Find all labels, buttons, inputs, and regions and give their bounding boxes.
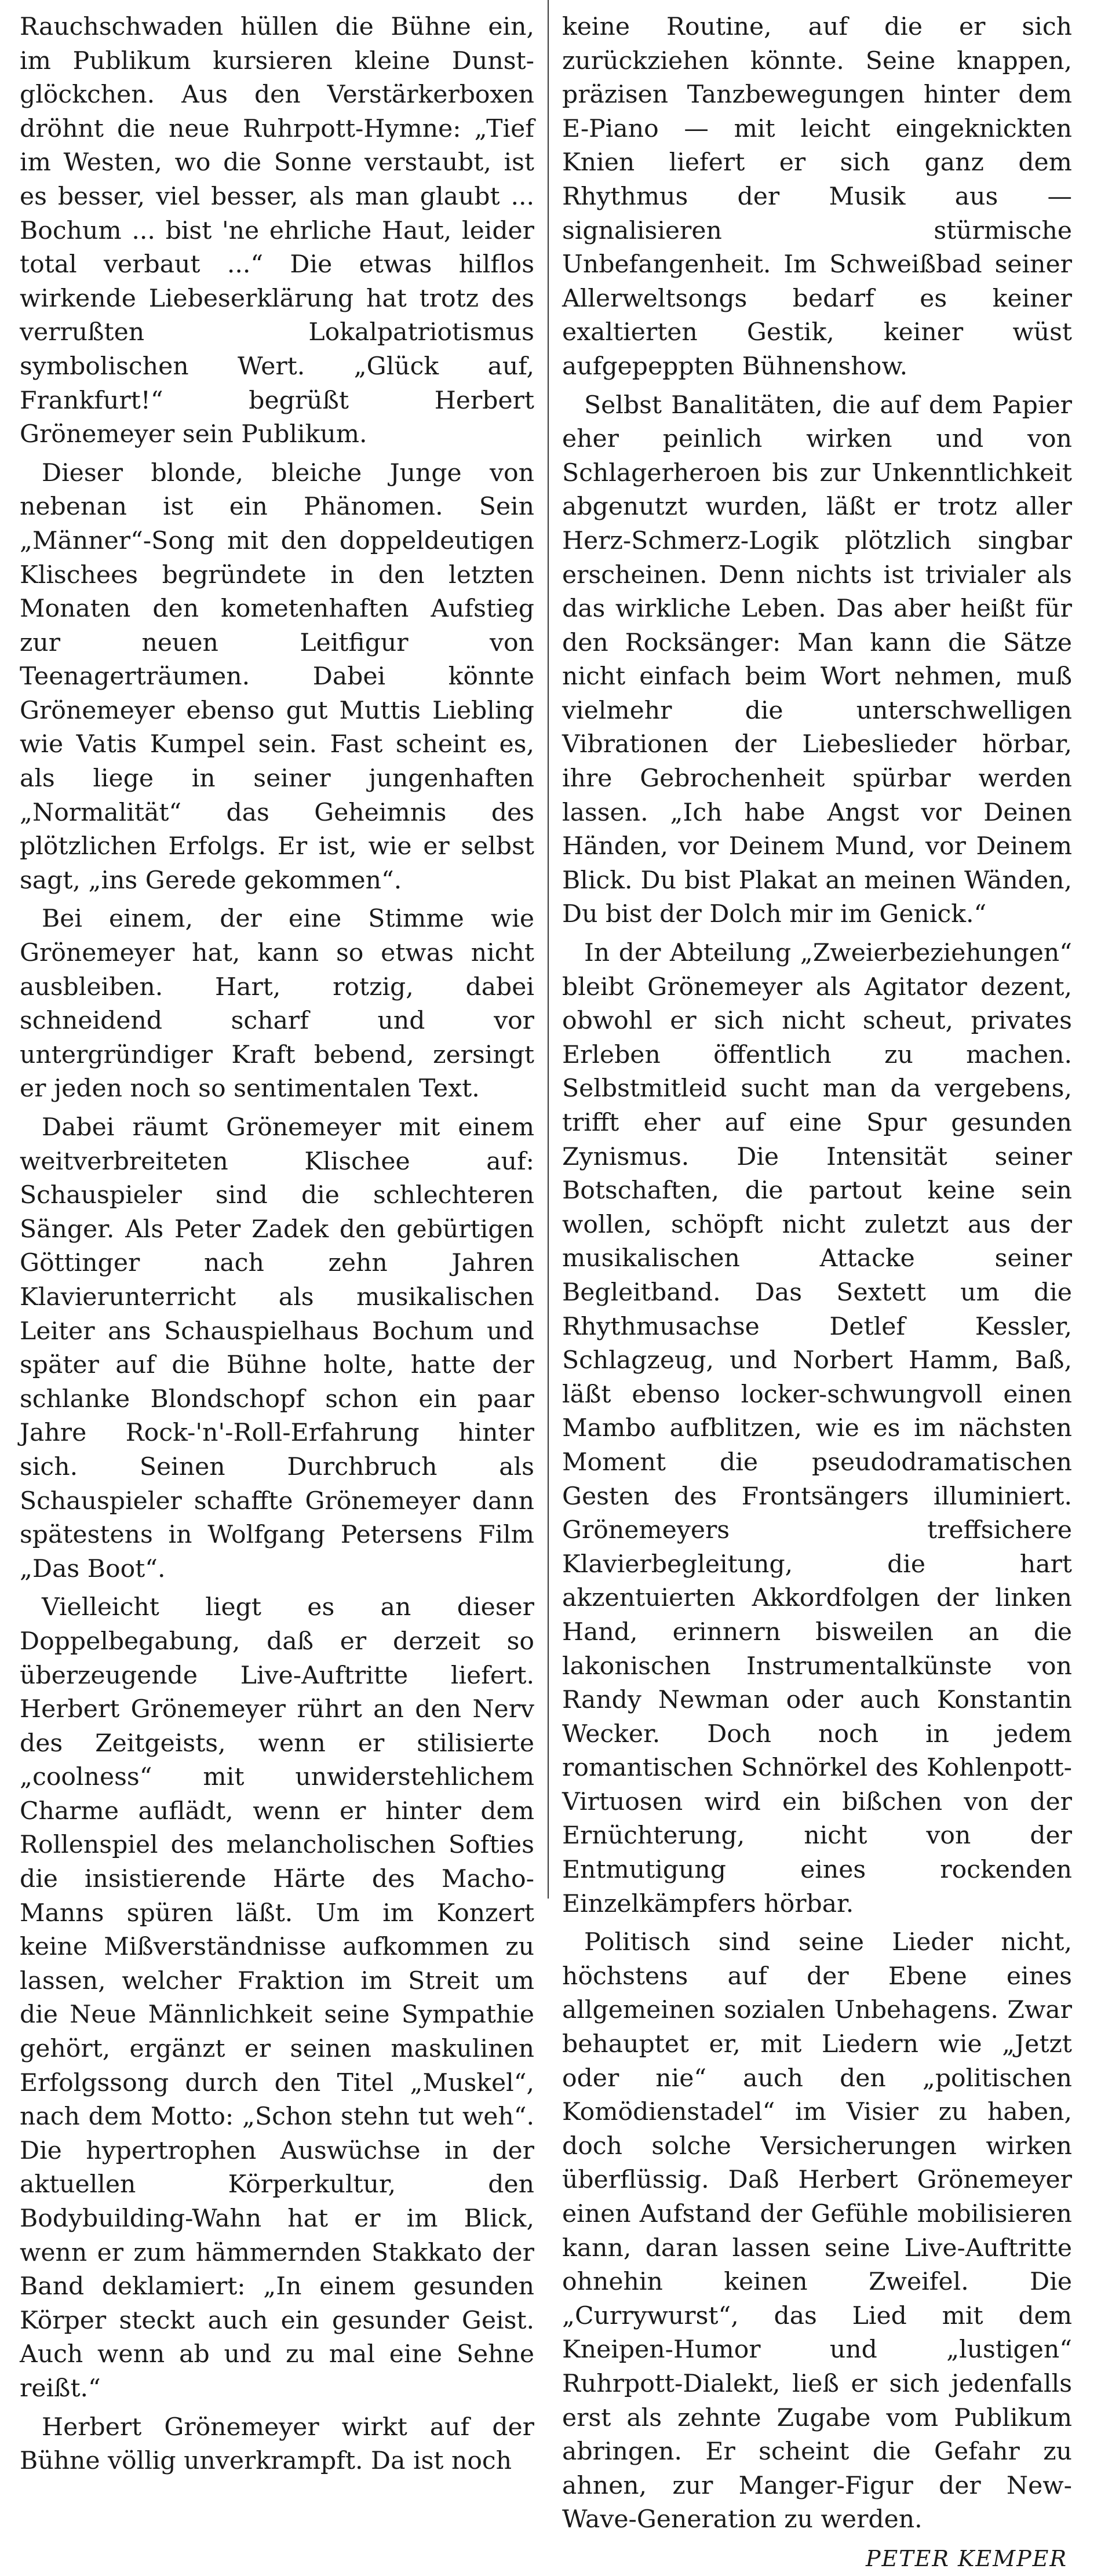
paragraph: Herbert Grönemeyer wirkt auf der Bühne völlig unverkrampft. Da ist noch — [20, 2413, 534, 2476]
paragraph: Dieser blonde, bleiche Junge von nebenan ist ein Phänomen. Sein „Männer“-Song mit den doppeldeutigen Klischees begründete in den letzten Monaten den kometenhaften Aufstieg zur neuen Leitfigur von Teenagerträumen. Dabei könnte Grönemeyer ebenso gut Muttis Liebling wie Vatis Kumpel sein. Fast scheint es, als liege in seiner jungenhaften „Normalität“ das Geheimnis des plötzlichen Erfolgs. Er ist, wie er selbst sagt, „ins Gerede gekommen“. — [20, 458, 534, 895]
article-column-left — [20, 10, 534, 2483]
paragraph: keine Routine, auf die er sich zurückziehen könnte. Seine knappen, präzisen Tanzbewegungen hinter dem E-Piano — mit leicht eingeknickten Knien liefert er sich ganz dem Rhythmus der Musik aus — signalisieren stürmische Unbefangenheit. Im Schweißbad seiner Allerweltsongs bedarf es keiner exaltierten Gestik, keiner wüst aufgepeppten Bühnenshow. — [562, 13, 1072, 381]
column-divider — [548, 0, 549, 1899]
paragraph: Rauchschwaden hüllen die Bühne ein, im Publikum kursieren kleine Dunst-glöckchen. Aus den Verstärkerboxen dröhnt die neue Ruhrpott-Hymne: „Tief im Westen, wo die Sonne verstaubt, ist es besser, viel besser, als man glaubt ... Bochum ... bist 'ne ehrliche Haut, leider total verbaut ...“ Die etwas hilflos wirkende Liebeserklärung hat trotz des verrußten Lokalpatriotismus symbolischen Wert. „Glück auf, Frankfurt!“ begrüßt Herbert Grönemeyer sein Publikum. — [20, 13, 534, 449]
paragraph: In der Abteilung „Zweierbeziehungen“ bleibt Grönemeyer als Agitator dezent, obwohl er sich nicht scheut, privates Erleben öffentlich zu machen. Selbstmitleid sucht man da vergebens, trifft eher auf eine Spur gesunden Zynismus. Die Intensität seiner Botschaften, die partout keine sein wollen, schöpft nicht zuletzt aus der musikalischen Attacke seiner Begleitband. Das Sextett um die Rhythmusachse Detlef Kessler, Schlagzeug, und Norbert Hamm, Baß, läßt ebenso locker-schwungvoll einen Mambo aufblitzen, wie es im nächsten Moment die pseudodramatischen Gesten des Frontsängers illuminiert. Grönemeyers treffsichere Klavierbegleitung, die hart akzentuierten Akkordfolgen der linken Hand, erinnern bisweilen an die lakonischen Instrumentalkünste von Randy Newman oder auch Konstantin Wecker. Doch noch in jedem romantischen Schnörkel des Kohlenpott-Virtuosen wird ein bißchen von der Ernüchterung, nicht von der Entmutigung eines rockenden Einzelkämpfers hörbar. — [562, 939, 1072, 1918]
paragraph: Bei einem, der eine Stimme wie Grönemeyer hat, kann so etwas nicht ausbleiben. Hart, rotzig, dabei schneidend scharf und vor untergründiger Kraft bebend, zersingt er jeden noch so sentimentalen Text. — [20, 905, 534, 1103]
article-column-right — [562, 10, 1072, 2576]
paragraph: Selbst Banalitäten, die auf dem Papier eher peinlich wirken und von Schlagerheroen bis zur Unkenntlichkeit abgenutzt wurden, läßt er trotz aller Herz-Schmerz-Logik plötzlich singbar erscheinen. Denn nichts ist trivialer als das wirkliche Leben. Das aber heißt für den Rocksänger: Man kann die Sätze nicht einfach beim Wort nehmen, muß vielmehr die unterschwelligen Vibrationen der Liebeslieder hörbar, ihre Gebrochenheit spürbar werden lassen. „Ich habe Angst vor Deinen Händen, vor Deinem Mund, vor Deinem Blick. Du bist Plakat an meinen Wänden, Du bist der Dolch mir im Genick.“ — [562, 391, 1072, 929]
paragraph: Vielleicht liegt es an dieser Doppelbegabung, daß er derzeit so überzeugende Live-Auftritte liefert. Herbert Grönemeyer rührt an den Nerv des Zeitgeists, wenn er stilisierte „coolness“ mit unwiderstehlichem Charme auflädt, wenn er hinter dem Rollenspiel des melancholischen Softies die insistierende Härte des Macho-Manns spüren läßt. Um im Konzert keine Mißverständnisse aufkommen zu lassen, welcher Fraktion im Streit um die Neue Männlichkeit seine Sympathie gehört, ergänzt er seinen maskulinen Erfolgssong durch den Titel „Muskel“, nach dem Motto: „Schon stehn tut weh“. Die hypertrophen Auswüchse in der aktuellen Körperkultur, den Bodybuilding-Wahn hat er im Blick, wenn er zum hämmernden Stakkato der Band deklamiert: „In einem gesunden Körper steckt auch ein gesunder Geist. Auch wenn ab und zu mal eine Sehne reißt.“ — [20, 1593, 534, 2403]
author-byline: PETER KEMPER — [865, 2545, 1067, 2571]
paragraph: Politisch sind seine Lieder nicht, höchstens auf der Ebene eines allgemeinen sozialen Unbehagens. Zwar behauptet er, mit Liedern wie „Jetzt oder nie“ auch den „politischen Komödienstadel“ im Visier zu haben, doch solche Versicherungen wirken überflüssig. Daß Herbert Grönemeyer einen Aufstand der Gefühle mobilisieren kann, daran lassen seine Live-Auftritte ohnehin keinen Zweifel. Die „Currywurst“, das Lied mit dem Kneipen-Humor und „lustigen“ Ruhrpott-Dialekt, ließ er sich jedenfalls erst als zehnte Zugabe vom Publikum abringen. Er scheint die Gefahr zu ahnen, zur Manger-Figur der New-Wave-Generation zu werden. — [562, 1928, 1072, 2534]
paragraph: Dabei räumt Grönemeyer mit einem weitverbreiteten Klischee auf: Schauspieler sind die schlechteren Sänger. Als Peter Zadek den gebürtigen Göttinger nach zehn Jahren Klavierunterricht als musikalischen Leiter ans Schauspielhaus Bochum und später auf die Bühne holte, hatte der schlanke Blondschopf schon ein paar Jahre Rock-'n'-Roll-Erfahrung hinter sich. Seinen Durchbruch als Schauspieler schaffte Grönemeyer dann spätestens in Wolfgang Petersens Film „Das Boot“. — [20, 1113, 534, 1583]
